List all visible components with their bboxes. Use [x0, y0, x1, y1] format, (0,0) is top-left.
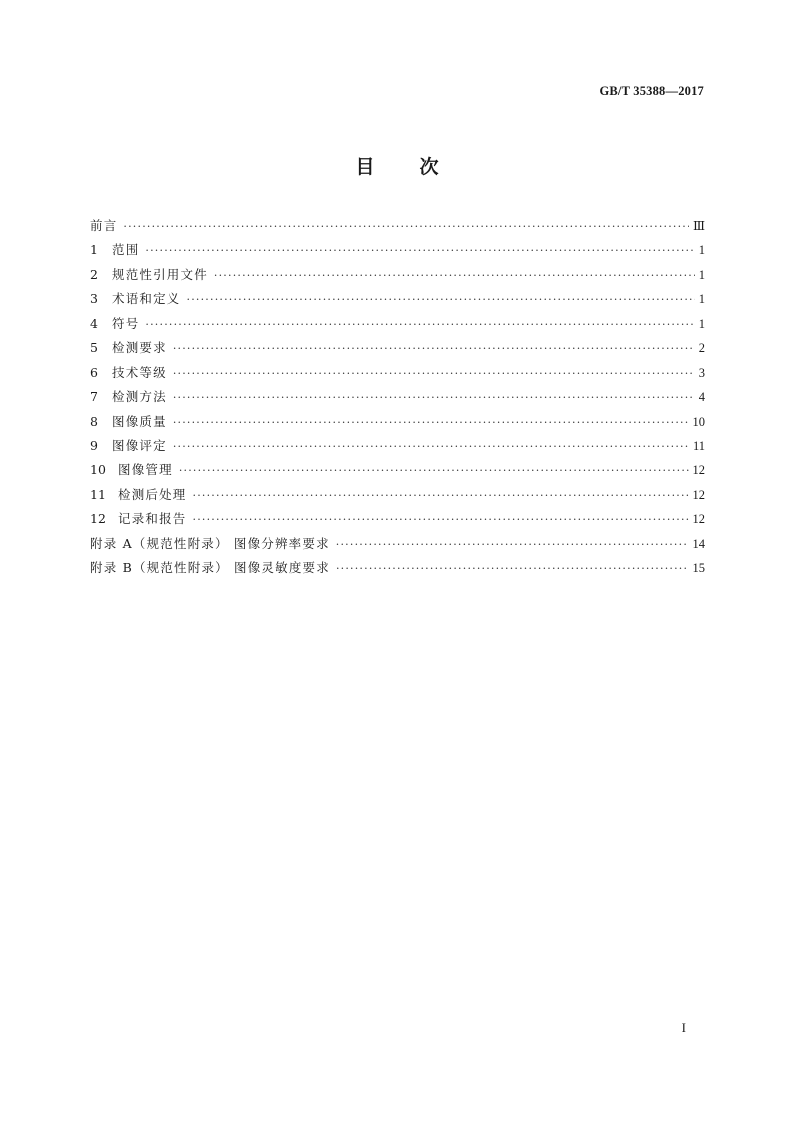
toc-entry-label: 附录 B（规范性附录） 图像灵敏度要求 — [90, 560, 330, 576]
toc-entry-label: 规范性引用文件 — [112, 266, 208, 282]
toc-entry[interactable] — [90, 434, 705, 458]
toc-entry[interactable] — [90, 361, 705, 385]
toc-entry-label: 技术等级 — [112, 364, 167, 380]
toc-entry-page: 1 — [698, 243, 705, 258]
toc-entry-page: 12 — [692, 463, 705, 478]
toc-dot-leader — [336, 557, 689, 581]
toc-entry[interactable] — [90, 556, 705, 580]
toc-entry[interactable] — [90, 287, 705, 311]
toc-dot-leader — [145, 313, 694, 337]
toc-dot-leader — [179, 459, 689, 483]
toc-dot-leader — [173, 435, 689, 459]
toc-entry-label: 符号 — [112, 315, 140, 331]
toc-dot-leader — [214, 264, 695, 288]
toc-dot-leader — [173, 337, 695, 361]
toc-dot-leader — [187, 288, 695, 312]
toc-entry-page: 3 — [698, 365, 705, 380]
toc-entry[interactable] — [90, 336, 705, 360]
toc-entry-page: 4 — [698, 390, 705, 405]
toc-entry-label: 记录和报告 — [118, 511, 187, 527]
toc-entry-number: 4 — [90, 315, 98, 331]
toc-entry[interactable] — [90, 214, 705, 238]
toc-entry-label: 范围 — [112, 242, 140, 258]
toc-entry-label: 附录 A（规范性附录） 图像分辨率要求 — [90, 535, 330, 551]
toc-entry[interactable] — [90, 507, 705, 531]
toc-entry-page: 12 — [692, 512, 705, 527]
toc-entry-page: 1 — [698, 292, 705, 307]
toc-entry-number: 7 — [90, 389, 98, 405]
toc-entry-page: 15 — [692, 561, 705, 576]
toc-entry-label: 检测后处理 — [118, 486, 187, 502]
toc-dot-leader — [336, 533, 689, 557]
toc-entry-page: Ⅲ — [692, 219, 705, 233]
page-title-part1: 目 — [355, 156, 375, 178]
toc-entry-page: 1 — [698, 316, 705, 331]
standard-code: GB/T 35388—2017 — [599, 84, 704, 98]
toc-dot-leader — [173, 362, 695, 386]
toc-dot-leader — [123, 215, 689, 239]
toc-entry-label: 术语和定义 — [112, 291, 181, 307]
toc-entry[interactable] — [90, 458, 705, 482]
toc-entry-number: 1 — [90, 242, 98, 258]
page-title — [0, 152, 794, 179]
toc-entry[interactable] — [90, 410, 705, 434]
toc-dot-leader — [173, 386, 695, 410]
table-of-contents — [90, 214, 705, 581]
toc-entry-number: 11 — [90, 486, 106, 502]
toc-entry-number: 8 — [90, 413, 98, 429]
toc-entry-label: 图像评定 — [112, 437, 167, 453]
toc-dot-leader — [193, 508, 689, 532]
toc-entry[interactable] — [90, 312, 705, 336]
toc-entry[interactable] — [90, 238, 705, 262]
toc-entry-number: 6 — [90, 364, 98, 380]
toc-entry-page: 14 — [692, 536, 705, 551]
toc-entry[interactable] — [90, 385, 705, 409]
toc-entry-label: 前言 — [90, 218, 118, 233]
toc-entry[interactable] — [90, 263, 705, 287]
toc-entry[interactable] — [90, 483, 705, 507]
toc-dot-leader — [173, 411, 689, 435]
toc-dot-leader — [193, 484, 689, 508]
toc-entry-page: 1 — [698, 267, 705, 282]
toc-entry-number: 9 — [90, 437, 98, 453]
toc-entry-label: 图像管理 — [118, 462, 173, 478]
toc-entry-label: 检测要求 — [112, 340, 167, 356]
toc-entry-label: 检测方法 — [112, 389, 167, 405]
page-title-part2: 次 — [419, 156, 439, 178]
toc-entry-label: 图像质量 — [112, 413, 167, 429]
toc-entry-number: 10 — [90, 462, 106, 478]
toc-entry-page: 12 — [692, 487, 705, 502]
toc-entry-number: 3 — [90, 291, 98, 307]
toc-entry-number: 12 — [90, 511, 106, 527]
toc-entry[interactable] — [90, 532, 705, 556]
toc-entry-number: 2 — [90, 266, 98, 282]
toc-entry-number: 5 — [90, 340, 98, 356]
toc-entry-page: 10 — [692, 414, 705, 429]
page-number: I — [681, 1020, 686, 1035]
toc-entry-page: 2 — [698, 341, 705, 356]
toc-entry-page: 11 — [692, 438, 705, 453]
toc-dot-leader — [145, 239, 694, 263]
